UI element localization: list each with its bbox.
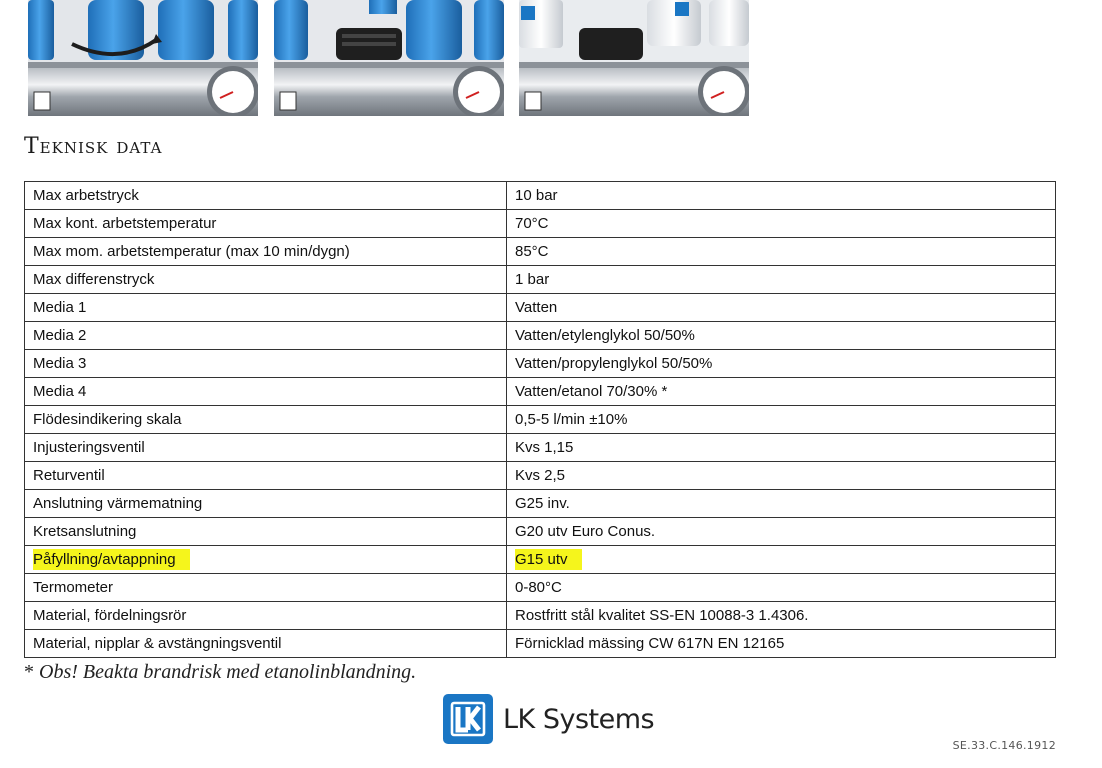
spec-table-body <box>25 182 1056 658</box>
table-row <box>25 182 1056 210</box>
spec-label: Media 2 <box>33 327 87 344</box>
spec-label: Returventil <box>33 467 105 484</box>
lk-systems-logo <box>443 693 654 745</box>
manifold-image <box>519 0 749 116</box>
table-row <box>25 210 1056 238</box>
footnote-text: Obs! Beakta brandrisk med etanolinblandning. <box>39 661 417 683</box>
manifold-image <box>28 0 258 116</box>
logo-text: LK Systems <box>503 703 655 735</box>
spec-value-cell <box>507 630 1056 658</box>
spec-value: Kvs 2,5 <box>515 467 566 484</box>
spec-value: G25 inv. <box>515 495 570 512</box>
spec-value: Förnicklad mässing CW 617N EN 12165 <box>515 635 785 652</box>
spec-label-cell <box>25 378 507 406</box>
spec-label: Flödesindikering skala <box>33 411 182 428</box>
table-row <box>25 490 1056 518</box>
lk-logo-icon <box>443 694 493 744</box>
spec-value: Rostfritt stål kvalitet SS-EN 10088-3 1.4306. <box>515 607 809 624</box>
spec-label-cell <box>25 630 507 658</box>
spec-label: Injusteringsventil <box>33 439 145 456</box>
table-row <box>25 294 1056 322</box>
spec-value: G20 utv Euro Conus. <box>515 523 656 540</box>
footnote-star: * <box>24 661 34 683</box>
spec-label: Material, nipplar & avstängningsventil <box>33 635 282 652</box>
spec-value-cell <box>507 182 1056 210</box>
table-row <box>25 630 1056 658</box>
table-row <box>25 462 1056 490</box>
table-row <box>25 238 1056 266</box>
spec-label: Media 3 <box>33 355 87 372</box>
spec-label-cell <box>25 574 507 602</box>
spec-label-cell <box>25 462 507 490</box>
spec-value-cell <box>507 210 1056 238</box>
table-row <box>25 574 1056 602</box>
spec-label: Material, fördelningsrör <box>33 607 187 624</box>
spec-label-cell <box>25 490 507 518</box>
spec-label-cell <box>25 210 507 238</box>
spec-label-cell <box>25 434 507 462</box>
spec-label: Termometer <box>33 579 114 596</box>
spec-label: Max mom. arbetstemperatur (max 10 min/dygn) <box>33 243 350 260</box>
spec-value: 85°C <box>515 243 549 260</box>
spec-label-cell <box>25 238 507 266</box>
spec-label-cell <box>25 406 507 434</box>
spec-value-cell <box>507 434 1056 462</box>
spec-value-cell <box>507 490 1056 518</box>
table-row <box>25 266 1056 294</box>
table-row <box>25 350 1056 378</box>
spec-label: Anslutning värmematning <box>33 495 203 512</box>
spec-label-cell <box>25 518 507 546</box>
manifold-photo-open <box>274 0 504 116</box>
spec-value-cell <box>507 266 1056 294</box>
spec-value: Vatten/propylenglykol 50/50% <box>515 355 713 372</box>
spec-label-cell <box>25 546 507 574</box>
spec-value: 0,5-5 l/min ±10% <box>515 411 628 428</box>
spec-value: Vatten/etanol 70/30% * <box>515 383 668 400</box>
manifold-image <box>274 0 504 116</box>
table-row <box>25 322 1056 350</box>
spec-value: 70°C <box>515 215 549 232</box>
spec-value-cell <box>507 322 1056 350</box>
spec-label: Media 4 <box>33 383 87 400</box>
spec-value-cell <box>507 462 1056 490</box>
spec-label: Max kont. arbetstemperatur <box>33 215 217 232</box>
table-row <box>25 434 1056 462</box>
spec-value-cell <box>507 546 1056 574</box>
manifold-photo-actuator <box>519 0 749 116</box>
section-title: Teknisk data <box>24 134 163 159</box>
spec-value-cell <box>507 350 1056 378</box>
spec-table <box>24 181 1056 658</box>
spec-value: 1 bar <box>515 271 550 288</box>
table-row <box>25 546 1056 574</box>
spec-value-cell <box>507 294 1056 322</box>
table-row <box>25 406 1056 434</box>
spec-label-cell <box>25 350 507 378</box>
spec-label: Max arbetstryck <box>33 187 139 204</box>
spec-value-cell <box>507 406 1056 434</box>
table-row <box>25 518 1056 546</box>
spec-value-cell <box>507 574 1056 602</box>
spec-value: Vatten <box>515 299 558 316</box>
spec-label: Max differenstryck <box>33 271 155 288</box>
table-row <box>25 602 1056 630</box>
spec-label: Media 1 <box>33 299 87 316</box>
spec-label-cell <box>25 182 507 210</box>
spec-value-cell <box>507 518 1056 546</box>
spec-value: Kvs 1,15 <box>515 439 574 456</box>
manifold-photo-adjust <box>28 0 258 116</box>
spec-label-cell <box>25 602 507 630</box>
spec-label-cell <box>25 322 507 350</box>
spec-value: Vatten/etylenglykol 50/50% <box>515 327 695 344</box>
spec-value-cell <box>507 238 1056 266</box>
spec-value: G15 utv <box>515 549 582 570</box>
document-code: SE.33.C.146.1912 <box>952 739 1056 752</box>
spec-value: 0-80°C <box>515 579 562 596</box>
spec-value: 10 bar <box>515 187 558 204</box>
spec-value-cell <box>507 602 1056 630</box>
spec-label: Kretsanslutning <box>33 523 137 540</box>
spec-label-cell <box>25 294 507 322</box>
footnote <box>24 660 416 684</box>
spec-label-cell <box>25 266 507 294</box>
table-row <box>25 378 1056 406</box>
spec-label: Påfyllning/avtappning <box>33 549 190 570</box>
spec-value-cell <box>507 378 1056 406</box>
